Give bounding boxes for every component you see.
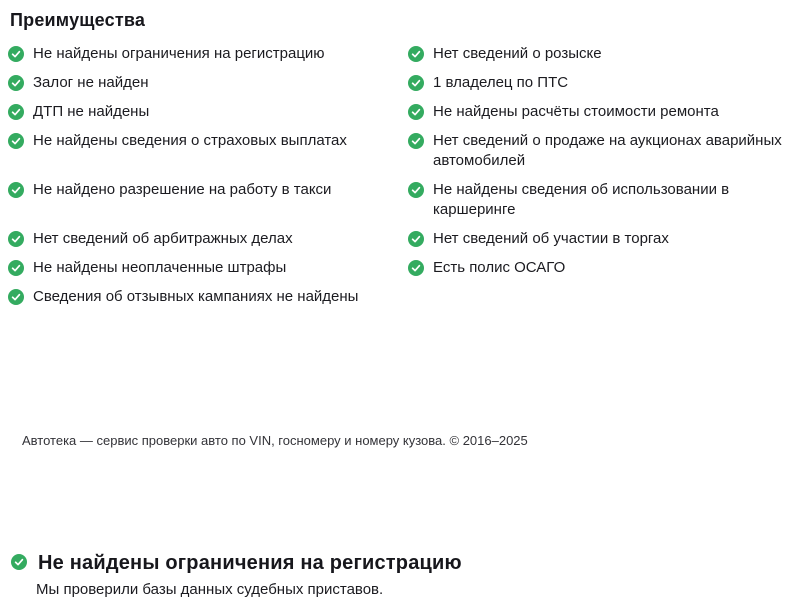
advantages-grid [8,44,793,307]
advantage-text: Нет сведений об арбитражных делах [33,230,293,247]
advantage-item [8,258,400,278]
advantage-text: Сведения об отзывных кампаниях не найдены [33,288,359,305]
copyright-note: Автотека — сервис проверки авто по VIN, госномеру и номеру кузова. © 2016–2025 [22,433,528,448]
advantage-item [408,258,793,278]
check-circle-icon [408,104,424,120]
advantage-item [8,44,400,64]
check-circle-icon [8,46,24,62]
advantages-title: Преимущества [10,10,146,30]
advantage-text: Не найдено разрешение на работу в такси [33,181,332,198]
advantage-item [408,229,793,249]
check-circle-icon [8,75,24,91]
advantage-item [8,180,400,200]
advantage-text: ДТП не найдены [33,103,150,120]
check-circle-icon [8,289,24,305]
advantage-item [8,287,400,307]
check-circle-icon [11,554,27,570]
check-circle-icon [8,182,24,198]
advantage-text: 1 владелец по ПТС [433,74,569,91]
check-circle-icon [408,260,424,276]
advantage-text: Не найдены ограничения на регистрацию [33,45,325,62]
advantage-text: Залог не найден [33,74,149,91]
check-circle-icon [8,133,24,149]
detail-heading-row [11,550,801,576]
advantage-text: Не найдены сведения о страховых выплатах [33,132,347,149]
advantage-item [408,131,793,171]
check-circle-icon [408,133,424,149]
check-circle-icon [408,231,424,247]
advantage-item [8,229,400,249]
advantage-item [8,102,400,122]
advantage-text: Нет сведений о розыске [433,45,602,62]
detail-title: Не найдены ограничения на регистрацию [38,552,462,574]
advantage-text: Не найдены неоплаченные штрафы [33,259,287,276]
advantage-text: Нет сведений об участии в торгах [433,230,669,247]
check-circle-icon [8,260,24,276]
advantage-item [408,73,793,93]
advantage-item [8,73,400,93]
advantage-text: Нет сведений о продаже на аукционах аварийных автомобилей [433,132,782,169]
check-circle-icon [408,182,424,198]
advantage-item [408,180,793,220]
detail-section [0,550,801,600]
advantage-item [408,44,793,64]
advantage-text: Не найдены сведения об использовании в каршеринге [433,181,730,218]
detail-subtitle: Мы проверили базы данных судебных приставов. [36,581,384,598]
check-circle-icon [8,231,24,247]
advantage-text: Не найдены расчёты стоимости ремонта [433,103,719,120]
check-circle-icon [8,104,24,120]
advantage-text: Есть полис ОСАГО [433,259,566,276]
advantage-item [408,102,793,122]
check-circle-icon [408,75,424,91]
check-circle-icon [408,46,424,62]
advantage-item [8,131,400,151]
